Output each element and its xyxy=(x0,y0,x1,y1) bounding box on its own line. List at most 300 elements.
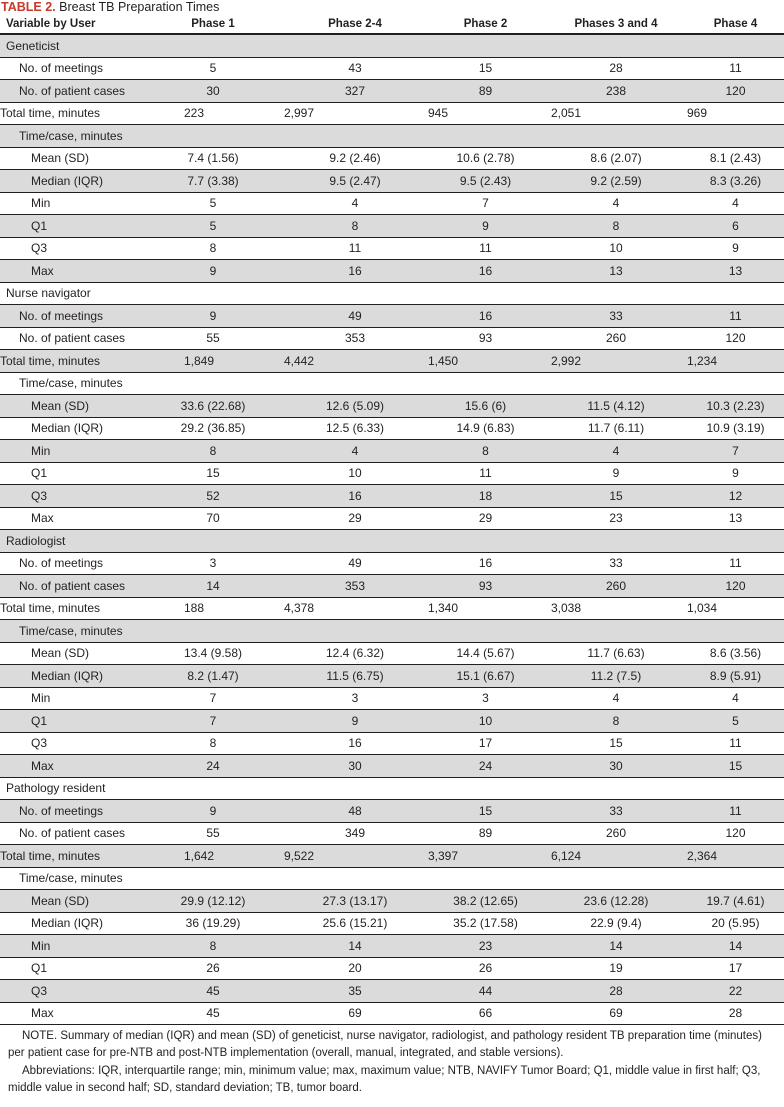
table-cell xyxy=(687,867,784,890)
row-label: Min xyxy=(0,687,142,710)
table-cell: 24 xyxy=(426,755,545,778)
table-cell: 15 xyxy=(142,462,284,485)
table-cell: 10.3 (2.23) xyxy=(687,395,784,418)
row-label: Max xyxy=(0,260,142,283)
row-label: Median (IQR) xyxy=(0,912,142,935)
table-row xyxy=(0,665,784,688)
table-cell xyxy=(687,282,784,305)
table-cell: 223 xyxy=(142,102,284,125)
table-cell xyxy=(142,530,284,553)
table-cell xyxy=(426,530,545,553)
table-cell: 16 xyxy=(426,260,545,283)
row-label: No. of meetings xyxy=(0,552,142,575)
row-label: Max xyxy=(0,755,142,778)
table-cell: 11 xyxy=(687,732,784,755)
table-cell xyxy=(142,282,284,305)
table-row xyxy=(0,980,784,1003)
table-cell: 8.6 (2.07) xyxy=(545,147,687,170)
table-cell: 10 xyxy=(545,237,687,260)
table-row xyxy=(0,732,784,755)
table-cell xyxy=(545,34,687,57)
table-cell: 66 xyxy=(426,1002,545,1025)
table-cell: 25.6 (15.21) xyxy=(284,912,426,935)
table-abbreviations: Abbreviations: IQR, interquartile range; min, minimum value; max, maximum value; NTB, NAVIFY Tumor Board; Q1, middle value in first half; Q3, middle value in second half; SD, standard deviation; TB, tumor board. xyxy=(8,1065,761,1094)
table-cell: 29.9 (12.12) xyxy=(142,890,284,913)
table-cell: 4 xyxy=(284,192,426,215)
table-cell: 22 xyxy=(687,980,784,1003)
table-cell: 1,340 xyxy=(426,597,545,620)
table-row xyxy=(0,935,784,958)
table-cell: 8 xyxy=(142,935,284,958)
row-label: Mean (SD) xyxy=(0,890,142,913)
row-label: Mean (SD) xyxy=(0,395,142,418)
table-cell xyxy=(142,125,284,148)
table-cell xyxy=(687,777,784,800)
table-cell: 27.3 (13.17) xyxy=(284,890,426,913)
table-cell: 11 xyxy=(687,552,784,575)
table-cell xyxy=(426,777,545,800)
table-cell: 13 xyxy=(545,260,687,283)
table-cell xyxy=(687,372,784,395)
table-cell: 945 xyxy=(426,102,545,125)
table-cell: 327 xyxy=(284,80,426,103)
table-cell: 9 xyxy=(687,462,784,485)
table-cell: 11 xyxy=(284,237,426,260)
row-label: Mean (SD) xyxy=(0,642,142,665)
table-row xyxy=(0,260,784,283)
table-cell xyxy=(545,282,687,305)
table-cell: 52 xyxy=(142,485,284,508)
table-cell: 49 xyxy=(284,305,426,328)
table-cell: 9 xyxy=(142,305,284,328)
table-row xyxy=(0,552,784,575)
row-label: Min xyxy=(0,935,142,958)
table-cell: 11.7 (6.11) xyxy=(545,417,687,440)
table-group-row xyxy=(0,282,784,305)
table-cell: 18 xyxy=(426,485,545,508)
table-cell: 8.9 (5.91) xyxy=(687,665,784,688)
table-cell: 9.5 (2.47) xyxy=(284,170,426,193)
table-cell xyxy=(284,530,426,553)
row-label: Nurse navigator xyxy=(0,282,142,305)
table-cell xyxy=(687,34,784,57)
table-cell: 70 xyxy=(142,507,284,530)
table-cell: 15.6 (6) xyxy=(426,395,545,418)
table-cell xyxy=(142,34,284,57)
table-cell: 4 xyxy=(545,687,687,710)
row-label: Total time, minutes xyxy=(0,350,142,373)
table-group-row xyxy=(0,34,784,57)
row-label: Geneticist xyxy=(0,34,142,57)
table-row xyxy=(0,485,784,508)
table-cell xyxy=(545,125,687,148)
table-cell xyxy=(284,777,426,800)
table-cell: 4 xyxy=(284,440,426,463)
table-cell: 349 xyxy=(284,822,426,845)
table-cell: 3 xyxy=(426,687,545,710)
table-cell: 14.9 (6.83) xyxy=(426,417,545,440)
header-phase-2-4: Phase 2-4 xyxy=(284,14,426,34)
table-cell: 24 xyxy=(142,755,284,778)
table-cell xyxy=(284,125,426,148)
row-label: Q1 xyxy=(0,957,142,980)
table-cell: 2,051 xyxy=(545,102,687,125)
table-cell: 16 xyxy=(284,260,426,283)
table-cell: 11.7 (6.63) xyxy=(545,642,687,665)
table-cell: 33 xyxy=(545,552,687,575)
table-cell: 15 xyxy=(545,732,687,755)
table-cell: 4 xyxy=(687,192,784,215)
table-cell: 11 xyxy=(687,800,784,823)
table-cell: 5 xyxy=(142,192,284,215)
row-label: Q3 xyxy=(0,980,142,1003)
table-cell xyxy=(284,867,426,890)
table-cell: 8.2 (1.47) xyxy=(142,665,284,688)
row-label: Time/case, minutes xyxy=(0,125,142,148)
row-label: Total time, minutes xyxy=(0,845,142,868)
table-cell: 1,642 xyxy=(142,845,284,868)
table-cell: 5 xyxy=(687,710,784,733)
table-cell: 3,038 xyxy=(545,597,687,620)
table-cell: 4 xyxy=(687,687,784,710)
table-cell: 35 xyxy=(284,980,426,1003)
table-group-row xyxy=(0,530,784,553)
table-caption xyxy=(0,0,784,14)
table-cell: 9 xyxy=(687,237,784,260)
row-label: No. of meetings xyxy=(0,800,142,823)
table-cell: 9.2 (2.59) xyxy=(545,170,687,193)
table-cell: 13 xyxy=(687,507,784,530)
table-cell: 2,364 xyxy=(687,845,784,868)
table-cell: 120 xyxy=(687,80,784,103)
table-cell: 14 xyxy=(284,935,426,958)
table-row xyxy=(0,1002,784,1025)
table-cell: 5 xyxy=(142,57,284,80)
table-cell: 9 xyxy=(142,800,284,823)
table-row xyxy=(0,687,784,710)
header-phases-3-4: Phases 3 and 4 xyxy=(545,14,687,34)
table-cell: 11 xyxy=(426,237,545,260)
table-row xyxy=(0,327,784,350)
table-cell: 55 xyxy=(142,327,284,350)
table-cell xyxy=(545,530,687,553)
table-cell: 15 xyxy=(426,57,545,80)
table-row xyxy=(0,372,784,395)
table-row xyxy=(0,237,784,260)
table-row xyxy=(0,507,784,530)
table-cell xyxy=(426,125,545,148)
row-label: Q3 xyxy=(0,237,142,260)
table-cell: 6,124 xyxy=(545,845,687,868)
table-cell: 17 xyxy=(426,732,545,755)
row-label: Median (IQR) xyxy=(0,417,142,440)
table-cell: 238 xyxy=(545,80,687,103)
row-label: Max xyxy=(0,1002,142,1025)
table-cell: 9 xyxy=(426,215,545,238)
row-label: Time/case, minutes xyxy=(0,620,142,643)
row-label: Median (IQR) xyxy=(0,170,142,193)
table-cell: 55 xyxy=(142,822,284,845)
table-cell: 12.4 (6.32) xyxy=(284,642,426,665)
table-cell xyxy=(284,34,426,57)
table-cell: 1,849 xyxy=(142,350,284,373)
row-label: Radiologist xyxy=(0,530,142,553)
table-cell: 9 xyxy=(142,260,284,283)
row-label: Q3 xyxy=(0,485,142,508)
table-cell: 260 xyxy=(545,327,687,350)
table-cell: 30 xyxy=(545,755,687,778)
table-cell: 16 xyxy=(284,485,426,508)
table-cell: 22.9 (9.4) xyxy=(545,912,687,935)
table-cell: 15 xyxy=(545,485,687,508)
table-cell: 120 xyxy=(687,822,784,845)
table-cell: 48 xyxy=(284,800,426,823)
row-label: Q3 xyxy=(0,732,142,755)
table-body xyxy=(0,34,784,1025)
table-cell: 3 xyxy=(142,552,284,575)
table-row xyxy=(0,597,784,620)
table-row xyxy=(0,957,784,980)
table-cell xyxy=(284,620,426,643)
table-cell: 16 xyxy=(426,305,545,328)
table-cell: 23 xyxy=(426,935,545,958)
table-cell: 43 xyxy=(284,57,426,80)
table-cell: 13 xyxy=(687,260,784,283)
table-row xyxy=(0,890,784,913)
table-cell: 49 xyxy=(284,552,426,575)
table-cell: 8 xyxy=(545,215,687,238)
row-label: Min xyxy=(0,192,142,215)
table-cell xyxy=(545,372,687,395)
row-label: No. of patient cases xyxy=(0,80,142,103)
table-cell xyxy=(426,372,545,395)
table-row xyxy=(0,57,784,80)
table-cell: 7 xyxy=(142,710,284,733)
table-cell: 8 xyxy=(142,732,284,755)
table-cell: 36 (19.29) xyxy=(142,912,284,935)
table-cell: 38.2 (12.65) xyxy=(426,890,545,913)
row-label: No. of meetings xyxy=(0,305,142,328)
table-cell: 26 xyxy=(142,957,284,980)
table-row xyxy=(0,192,784,215)
row-label: Max xyxy=(0,507,142,530)
table-cell xyxy=(687,125,784,148)
table-cell: 23.6 (12.28) xyxy=(545,890,687,913)
header-phase-4: Phase 4 xyxy=(687,14,784,34)
table-cell: 13.4 (9.58) xyxy=(142,642,284,665)
table-cell xyxy=(545,620,687,643)
table-cell: 69 xyxy=(545,1002,687,1025)
row-label: Time/case, minutes xyxy=(0,867,142,890)
table-cell: 4 xyxy=(545,192,687,215)
table-group-row xyxy=(0,777,784,800)
row-label: No. of meetings xyxy=(0,57,142,80)
table-cell xyxy=(426,282,545,305)
table-cell: 33.6 (22.68) xyxy=(142,395,284,418)
table-row xyxy=(0,417,784,440)
table-row xyxy=(0,800,784,823)
table-cell: 20 (5.95) xyxy=(687,912,784,935)
table-row xyxy=(0,80,784,103)
table-cell: 28 xyxy=(545,980,687,1003)
table-cell: 69 xyxy=(284,1002,426,1025)
row-label: Q1 xyxy=(0,710,142,733)
table-cell: 16 xyxy=(426,552,545,575)
table-cell: 89 xyxy=(426,822,545,845)
table-row xyxy=(0,620,784,643)
row-label: Min xyxy=(0,440,142,463)
row-label: No. of patient cases xyxy=(0,327,142,350)
table-row xyxy=(0,147,784,170)
table-cell: 2,992 xyxy=(545,350,687,373)
table-row xyxy=(0,215,784,238)
table-row xyxy=(0,350,784,373)
table-cell: 188 xyxy=(142,597,284,620)
table-cell: 20 xyxy=(284,957,426,980)
row-label: Time/case, minutes xyxy=(0,372,142,395)
header-variable: Variable by User xyxy=(0,14,142,34)
table-number: TABLE 2. xyxy=(1,0,56,14)
table-cell: 89 xyxy=(426,80,545,103)
table-cell: 4 xyxy=(545,440,687,463)
table-row xyxy=(0,822,784,845)
table-cell: 44 xyxy=(426,980,545,1003)
table-cell: 33 xyxy=(545,305,687,328)
header-phase-2: Phase 2 xyxy=(426,14,545,34)
table-cell: 4,378 xyxy=(284,597,426,620)
row-label: Q1 xyxy=(0,215,142,238)
table-row xyxy=(0,845,784,868)
table-cell: 28 xyxy=(545,57,687,80)
table-cell: 15 xyxy=(426,800,545,823)
table-cell: 29 xyxy=(426,507,545,530)
table-cell xyxy=(426,620,545,643)
table-cell xyxy=(284,372,426,395)
table-row xyxy=(0,575,784,598)
table-cell: 26 xyxy=(426,957,545,980)
table-cell xyxy=(142,867,284,890)
table-cell: 10 xyxy=(426,710,545,733)
table-cell: 8 xyxy=(142,440,284,463)
table-cell: 3 xyxy=(284,687,426,710)
table-row xyxy=(0,755,784,778)
table-cell: 28 xyxy=(687,1002,784,1025)
table-cell: 120 xyxy=(687,575,784,598)
header-phase-1: Phase 1 xyxy=(142,14,284,34)
table-cell xyxy=(142,777,284,800)
row-label: Pathology resident xyxy=(0,777,142,800)
table-cell: 8.6 (3.56) xyxy=(687,642,784,665)
table-cell: 15 xyxy=(687,755,784,778)
table-cell: 10 xyxy=(284,462,426,485)
table-cell: 93 xyxy=(426,327,545,350)
table-cell: 30 xyxy=(284,755,426,778)
row-label: Total time, minutes xyxy=(0,597,142,620)
table-cell: 7.4 (1.56) xyxy=(142,147,284,170)
table-cell: 9,522 xyxy=(284,845,426,868)
table-row xyxy=(0,462,784,485)
table-cell: 5 xyxy=(142,215,284,238)
table-cell: 10.9 (3.19) xyxy=(687,417,784,440)
table-cell xyxy=(426,867,545,890)
table-cell: 19.7 (4.61) xyxy=(687,890,784,913)
header-row xyxy=(0,14,784,34)
table-cell: 29.2 (36.85) xyxy=(142,417,284,440)
table-cell: 8.3 (3.26) xyxy=(687,170,784,193)
table-cell: 11 xyxy=(687,57,784,80)
table-cell xyxy=(284,282,426,305)
table-cell: 93 xyxy=(426,575,545,598)
table-cell: 1,234 xyxy=(687,350,784,373)
table-cell: 30 xyxy=(142,80,284,103)
table-cell: 1,034 xyxy=(687,597,784,620)
table-cell: 2,997 xyxy=(284,102,426,125)
table-cell: 23 xyxy=(545,507,687,530)
table-cell: 16 xyxy=(284,732,426,755)
table-title: Breast TB Preparation Times xyxy=(59,0,220,14)
table-cell: 45 xyxy=(142,980,284,1003)
table-cell: 7 xyxy=(142,687,284,710)
table-cell: 11.5 (4.12) xyxy=(545,395,687,418)
table-cell: 4,442 xyxy=(284,350,426,373)
table-row xyxy=(0,710,784,733)
table-cell: 3,397 xyxy=(426,845,545,868)
table-cell: 14.4 (5.67) xyxy=(426,642,545,665)
table-cell: 9 xyxy=(284,710,426,733)
table-notes xyxy=(0,1025,784,1096)
table-cell: 14 xyxy=(142,575,284,598)
table-cell: 8 xyxy=(284,215,426,238)
table-row xyxy=(0,912,784,935)
table-cell: 8 xyxy=(545,710,687,733)
table-cell: 14 xyxy=(545,935,687,958)
row-label: Mean (SD) xyxy=(0,147,142,170)
table-cell: 11 xyxy=(687,305,784,328)
table-cell: 12 xyxy=(687,485,784,508)
table-cell: 353 xyxy=(284,327,426,350)
table-cell: 7 xyxy=(687,440,784,463)
table-cell: 6 xyxy=(687,215,784,238)
table-cell xyxy=(545,777,687,800)
table-cell: 33 xyxy=(545,800,687,823)
row-label: Total time, minutes xyxy=(0,102,142,125)
table-cell: 8 xyxy=(142,237,284,260)
table-cell: 10.6 (2.78) xyxy=(426,147,545,170)
table-cell: 7.7 (3.38) xyxy=(142,170,284,193)
table-cell xyxy=(687,620,784,643)
table-cell: 11.5 (6.75) xyxy=(284,665,426,688)
table-cell: 120 xyxy=(687,327,784,350)
table-cell: 35.2 (17.58) xyxy=(426,912,545,935)
data-table xyxy=(0,14,784,1025)
table-cell xyxy=(426,34,545,57)
table-note: NOTE. Summary of median (IQR) and mean (SD) of geneticist, nurse navigator, radiologist, and pathology resident TB preparation time (minutes) per patient case for pre-NTB and post-NTB implementation (overall, manual, integrated, and stable versions). xyxy=(8,1030,762,1059)
table-cell: 8 xyxy=(426,440,545,463)
table-cell xyxy=(142,372,284,395)
table-row xyxy=(0,102,784,125)
table-cell xyxy=(687,530,784,553)
row-label: Q1 xyxy=(0,462,142,485)
table-cell: 8.1 (2.43) xyxy=(687,147,784,170)
table-cell: 45 xyxy=(142,1002,284,1025)
table-cell: 260 xyxy=(545,822,687,845)
table-cell: 260 xyxy=(545,575,687,598)
table-cell: 11.2 (7.5) xyxy=(545,665,687,688)
table-row xyxy=(0,170,784,193)
table-cell: 969 xyxy=(687,102,784,125)
table-cell: 12.6 (5.09) xyxy=(284,395,426,418)
table-cell: 17 xyxy=(687,957,784,980)
